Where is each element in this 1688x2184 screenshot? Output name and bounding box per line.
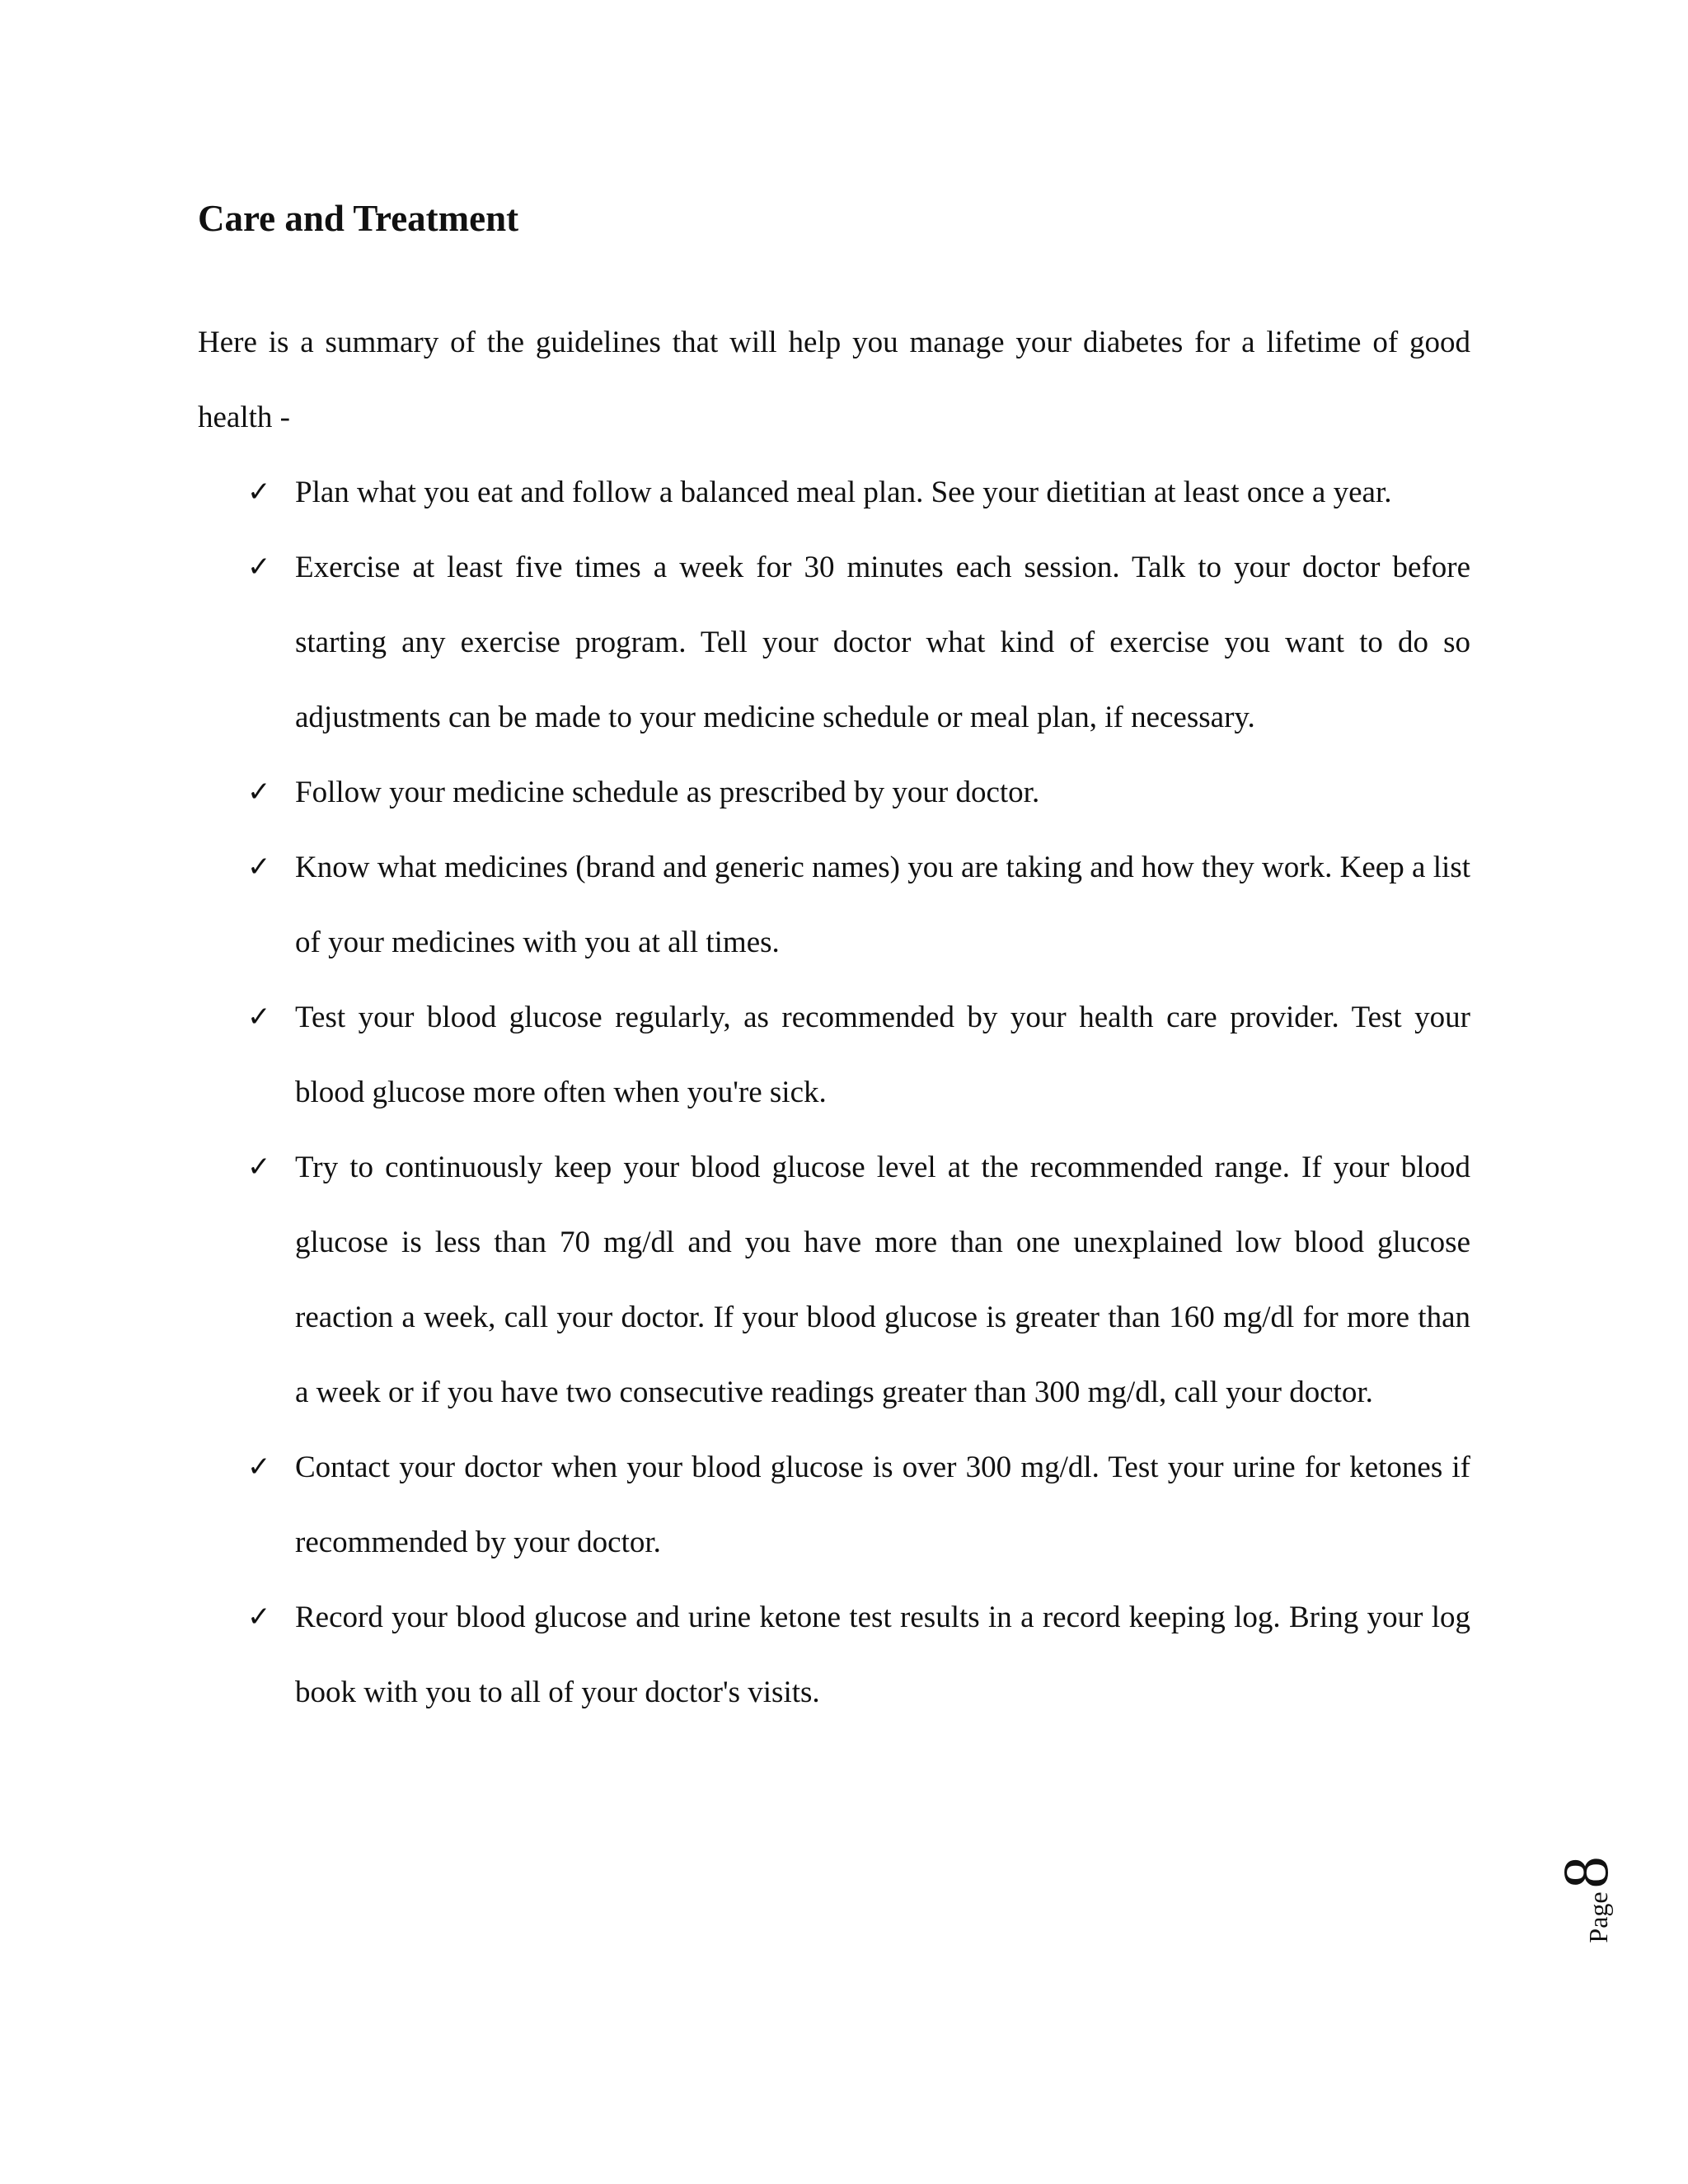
checkmark-icon: ✓	[247, 1151, 271, 1183]
checkmark-icon: ✓	[247, 476, 271, 509]
checklist-item-text: Test your blood glucose regularly, as recommended by your health care provider. Test your blood glucose more often when you're sick.	[295, 1001, 1470, 1109]
checklist-item	[198, 1430, 1470, 1580]
guideline-checklist	[198, 455, 1470, 1730]
intro-paragraph: Here is a summary of the guidelines that will help you manage your diabetes for a lifetime of good health -	[198, 326, 1470, 434]
checklist-item-text: Follow your medicine schedule as prescribed by your doctor.	[295, 776, 1040, 809]
checklist-item	[198, 1580, 1470, 1730]
page-label: Page	[1583, 1891, 1613, 1943]
checklist-item-text: Contact your doctor when your blood glucose is over 300 mg/dl. Test your urine for ketones if recommended by your doctor.	[295, 1451, 1470, 1559]
checklist-item-text: Exercise at least five times a week for 30 minutes each session. Talk to your doctor before starting any exercise program. Tell your doctor what kind of exercise you want to do so adjustments can be made to your medicine schedule or meal plan, if necessary.	[295, 551, 1470, 734]
page-title: Care and Treatment	[198, 198, 519, 239]
checkmark-icon: ✓	[247, 551, 271, 583]
checklist-item	[198, 530, 1470, 755]
checklist-item	[198, 980, 1470, 1130]
checklist-item-text: Plan what you eat and follow a balanced meal plan. See your dietitian at least once a year.	[295, 476, 1392, 509]
checkmark-icon: ✓	[247, 1001, 271, 1033]
page-number	[1550, 1850, 1621, 1949]
checkmark-icon: ✓	[247, 1601, 271, 1633]
checklist-item	[198, 455, 1470, 530]
checkmark-icon: ✓	[247, 1451, 271, 1483]
checklist-item	[198, 755, 1470, 830]
page-number-value: 8	[1550, 1856, 1621, 1889]
checkmark-icon: ✓	[247, 851, 271, 883]
checklist-item	[198, 1130, 1470, 1430]
checklist-item	[198, 830, 1470, 980]
checkmark-icon: ✓	[247, 776, 271, 808]
checklist-item-text: Try to continuously keep your blood glucose level at the recommended range. If your blood glucose is less than 70 mg/dl and you have more than one unexplained low blood glucose reaction a week, call your doctor. If your blood glucose is greater than 160 mg/dl for more than a week or if you have two consecutive readings greater than 300 mg/dl, call your doctor.	[295, 1151, 1470, 1409]
checklist-item-text: Record your blood glucose and urine ketone test results in a record keeping log. Bring your log book with you to all of your doctor's visits.	[295, 1601, 1470, 1709]
checklist-item-text: Know what medicines (brand and generic names) you are taking and how they work. Keep a list of your medicines with you at all times.	[295, 851, 1470, 959]
